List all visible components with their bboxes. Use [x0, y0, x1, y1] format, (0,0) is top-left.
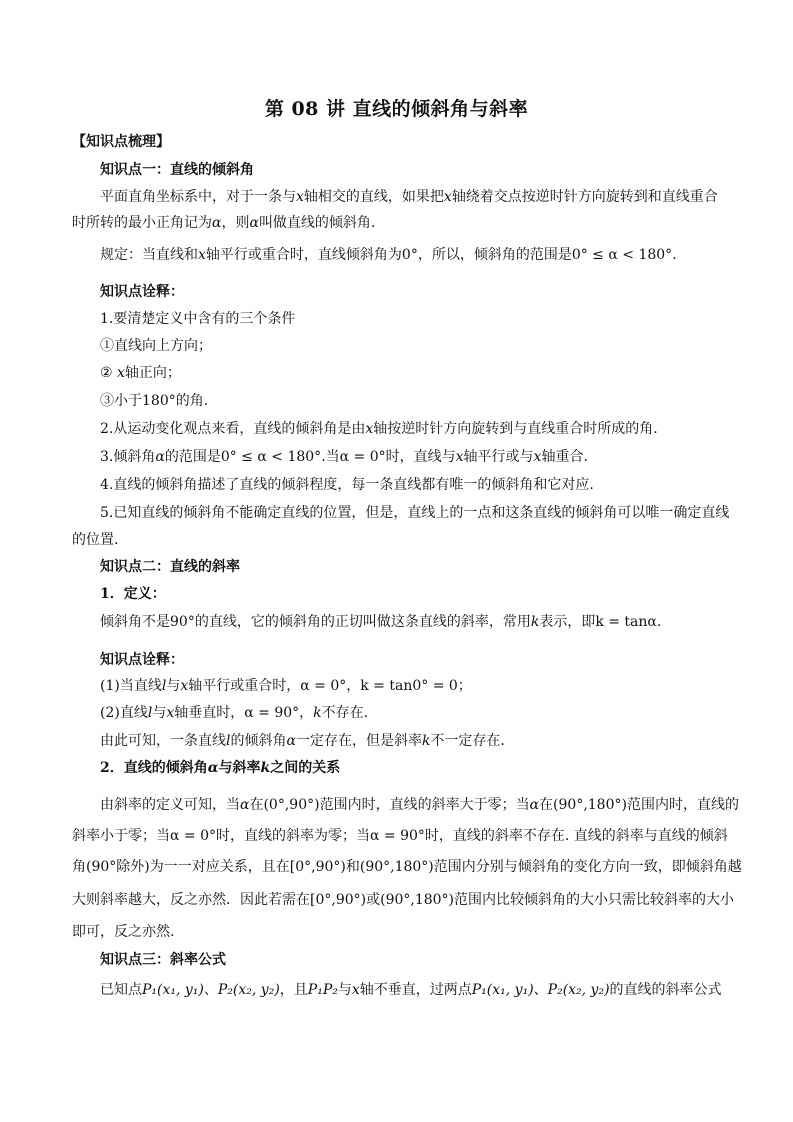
kp2-heading: 知识点二：直线的斜率 — [100, 559, 240, 575]
note-5-line1: 5.已知直线的倾斜角不能确定直线的位置，但是，直线上的一点和这条直线的倾斜角可以唯一确定直线 — [100, 505, 730, 521]
kp3-paragraph: 已知点P₁(x₁, y₁)、P₂(x₂, y₂)，且P₁P₂与x轴不垂直，过两点P₁(x₁, y₁)、P₂(x₂, y₂)的直线的斜率公式 — [100, 982, 722, 998]
kp2-relation-heading: 2．直线的倾斜角α与斜率k之间的关系 — [100, 760, 341, 776]
kp2-relation-line2: 斜率小于零；当α = 0°时，直线的斜率为零；当α = 90°时，直线的斜率不存在. 直线的斜率与直线的倾斜 — [72, 828, 728, 844]
kp2-note-2: (2)直线l与x轴垂直时，α = 90°，k不存在. — [100, 705, 369, 721]
kp1-heading: 知识点一：直线的倾斜角 — [100, 162, 254, 178]
note-1b: ② x轴正向； — [100, 365, 181, 381]
kp2-def-heading: 1．定义： — [100, 586, 166, 602]
kp2-relation-line3: 角(90°除外)为一一对应关系，且在[0°,90°)和(90°,180°)范围内分别与倾斜角的变化方向一致，即倾斜角越 — [72, 859, 742, 875]
kp2-relation-line5: 即可，反之亦然. — [72, 924, 175, 940]
kp2-relation-line4: 大则斜率越大，反之亦然．因此若需在[0°,90°)或(90°,180°)范围内比较倾斜角的大小只需比较斜率的大小 — [72, 892, 735, 908]
note-1a: ①直线向上方向； — [100, 338, 212, 354]
note-3: 3.倾斜角α的范围是0° ≤ α < 180°.当α = 0°时，直线与x轴平行或与x轴重合. — [100, 449, 588, 465]
kp2-relation-line1: 由斜率的定义可知，当α在(0°,90°)范围内时，直线的斜率大于零；当α在(90°,180°)范围内时，直线的 — [100, 797, 739, 813]
kp1-paragraph-line2: 时所转的最小正角记为α，则α叫做直线的倾斜角. — [72, 215, 376, 231]
kp2-note-3: 由此可知，一条直线l的倾斜角α一定存在，但是斜率k不一定存在. — [100, 733, 505, 749]
kp2-definition: 倾斜角不是90°的直线，它的倾斜角的正切叫做这条直线的斜率，常用k表示，即k = tanα. — [100, 614, 662, 630]
note-1c: ③小于180°的角. — [100, 393, 209, 409]
kp1-notes-heading: 知识点诠释： — [100, 284, 184, 300]
kp1-paragraph-line1: 平面直角坐标系中，对于一条与x轴相交的直线，如果把x轴绕着交点按逆时针方向旋转到和直线重合 — [100, 189, 718, 205]
kp3-heading: 知识点三：斜率公式 — [100, 952, 226, 968]
note-5-line2: 的位置. — [72, 532, 119, 548]
note-2: 2.从运动变化观点来看，直线的倾斜角是由x轴按逆时针方向旋转到与直线重合时所成的角. — [100, 421, 658, 437]
section-header: 【知识点梳理】 — [72, 134, 170, 150]
page-title: 第 08 讲 直线的倾斜角与斜率 — [264, 98, 529, 120]
kp1-rule: 规定：当直线和x轴平行或重合时，直线倾斜角为0°，所以，倾斜角的范围是0° ≤ α < 180°. — [100, 247, 677, 263]
note-4: 4.直线的倾斜角描述了直线的倾斜程度，每一条直线都有唯一的倾斜角和它对应. — [100, 477, 594, 493]
kp2-notes-heading: 知识点诠释： — [100, 652, 184, 668]
kp2-note-1: (1)当直线l与x轴平行或重合时，α = 0°，k = tan0° = 0； — [100, 678, 472, 694]
note-1: 1.要清楚定义中含有的三个条件 — [100, 311, 296, 327]
